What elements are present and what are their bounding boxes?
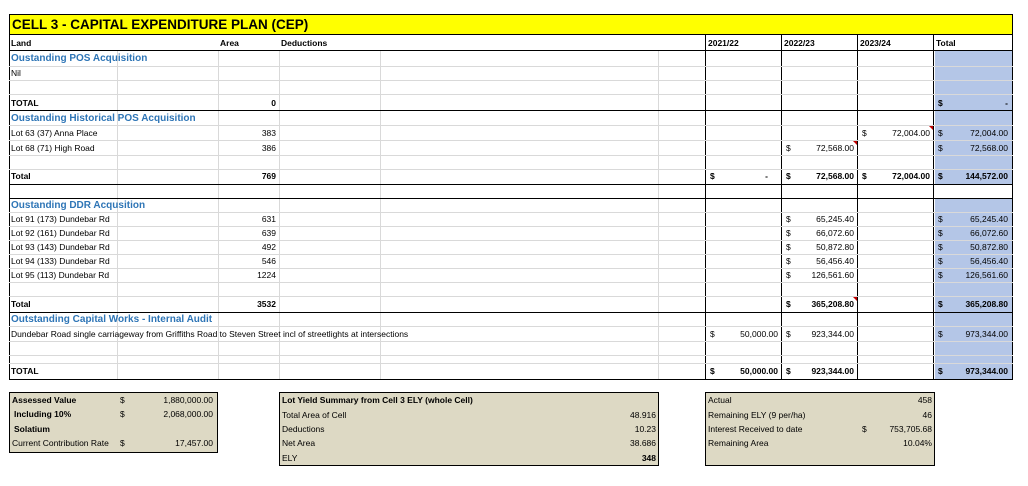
currency-symbol: $ xyxy=(938,214,943,224)
land-cell: Lot 95 (113) Dundebar Rd xyxy=(11,270,110,280)
land-cell: Lot 94 (133) Dundebar Rd xyxy=(11,256,110,266)
area-cell: 631 xyxy=(261,214,276,224)
summary-value: 1,880,000.00 xyxy=(163,395,213,405)
value-cell: 50,872.80 xyxy=(816,242,854,252)
border-line xyxy=(9,50,1013,51)
currency-symbol: $ xyxy=(938,256,943,266)
grid-line xyxy=(9,66,1013,67)
currency-symbol: $ xyxy=(120,395,125,405)
summary-label: Including 10% xyxy=(14,409,72,419)
summary-value: 10.23 xyxy=(634,424,656,434)
border-line xyxy=(1012,35,1013,380)
section-heading: Oustanding POS Acquisition xyxy=(11,53,148,64)
value-cell: 50,000.00 xyxy=(740,329,778,339)
comment-indicator xyxy=(929,126,933,130)
currency-symbol: $ xyxy=(862,128,867,138)
currency-symbol: $ xyxy=(786,143,791,153)
summary-label: Total Area of Cell xyxy=(282,410,347,420)
summary-label: Current Contribution Rate xyxy=(12,438,109,448)
currency-symbol: $ xyxy=(786,256,791,266)
grid-line xyxy=(9,125,1013,126)
border-line xyxy=(933,35,934,380)
currency-symbol: $ xyxy=(938,329,943,339)
currency-symbol: $ xyxy=(786,171,791,181)
value-cell: 365,208.80 xyxy=(965,299,1008,309)
summary-label: Interest Received to date xyxy=(708,424,803,434)
value-cell: 923,344.00 xyxy=(811,366,854,376)
yield-heading: Lot Yield Summary from Cell 3 ELY (whole Cell) xyxy=(282,395,473,405)
border-line xyxy=(9,110,1013,111)
value-cell: 973,344.00 xyxy=(965,366,1008,376)
currency-symbol: $ xyxy=(786,228,791,238)
grid-line xyxy=(9,212,1013,213)
comment-indicator xyxy=(853,141,857,145)
value-cell: 50,872.80 xyxy=(970,242,1008,252)
border-line xyxy=(705,35,706,380)
currency-symbol: $ xyxy=(938,366,943,376)
summary-label: Net Area xyxy=(282,438,316,448)
comment-indicator xyxy=(853,297,857,301)
value-cell: 923,344.00 xyxy=(811,329,854,339)
summary-label: Actual xyxy=(708,395,732,405)
total-value: - xyxy=(1005,98,1008,108)
value-cell: 365,208.80 xyxy=(811,299,854,309)
total-label: Total xyxy=(11,299,31,309)
summary-value: 38.686 xyxy=(630,438,656,448)
border-line xyxy=(857,35,858,380)
border-line xyxy=(9,184,1013,185)
land-cell: Nil xyxy=(11,68,21,78)
currency-symbol: $ xyxy=(120,409,125,419)
currency-symbol: $ xyxy=(786,270,791,280)
sheet-title: CELL 3 - CAPITAL EXPENDITURE PLAN (CEP) xyxy=(12,17,309,32)
grid-line xyxy=(9,268,1013,269)
summary-value: 348 xyxy=(641,453,656,463)
value-cell: 72,004.00 xyxy=(892,128,930,138)
area-cell: 383 xyxy=(261,128,276,138)
section-heading: Oustanding DDR Acqusition xyxy=(11,200,146,211)
summary-label: Remaining Area xyxy=(708,438,769,448)
total-area: 0 xyxy=(271,98,276,108)
header-year-1: 2021/22 xyxy=(708,38,739,48)
area-cell: 492 xyxy=(261,242,276,252)
header-year-2: 2022/23 xyxy=(784,38,815,48)
currency-symbol: $ xyxy=(938,128,943,138)
currency-symbol: $ xyxy=(862,171,867,181)
value-cell: 72,568.00 xyxy=(816,143,854,153)
summary-value: 46 xyxy=(922,410,932,420)
section-heading: Oustanding Historical POS Acquisition xyxy=(11,113,196,124)
grid-line xyxy=(9,226,1013,227)
grid-line xyxy=(9,140,1013,141)
summary-value: 2,068,000.00 xyxy=(163,409,213,419)
summary-value: 753,705.68 xyxy=(889,424,932,434)
grid-line xyxy=(9,363,1013,364)
summary-label: Deductions xyxy=(282,424,325,434)
grid-line xyxy=(9,341,1013,342)
grid-line xyxy=(9,254,1013,255)
value-cell: 72,568.00 xyxy=(970,143,1008,153)
land-cell: Lot 63 (37) Anna Place xyxy=(11,128,98,138)
currency-symbol: $ xyxy=(786,366,791,376)
summary-label: Remaining ELY (9 per/ha) xyxy=(708,410,806,420)
header-total: Total xyxy=(936,38,956,48)
value-cell: 72,568.00 xyxy=(816,171,854,181)
currency-symbol: $ xyxy=(710,171,715,181)
currency-symbol: $ xyxy=(786,214,791,224)
value-cell: 72,004.00 xyxy=(892,171,930,181)
land-cell: Lot 91 (173) Dundebar Rd xyxy=(11,214,110,224)
header-land: Land xyxy=(11,38,32,48)
currency-symbol: $ xyxy=(938,270,943,280)
total-area: 769 xyxy=(261,171,276,181)
summary-label: ELY xyxy=(282,453,298,463)
works-description: Dundebar Road single carriageway from Griffiths Road to Steven Street incl of streetlights at intersections xyxy=(11,329,409,339)
area-cell: 386 xyxy=(261,143,276,153)
grid-line xyxy=(9,240,1013,241)
border-line xyxy=(9,379,1013,380)
currency-symbol: $ xyxy=(938,98,943,108)
grid-line xyxy=(9,355,1013,356)
currency-symbol: $ xyxy=(938,228,943,238)
area-cell: 639 xyxy=(261,228,276,238)
summary-label: Assessed Value xyxy=(12,395,77,405)
header-year-3: 2023/24 xyxy=(860,38,891,48)
currency-symbol: $ xyxy=(786,242,791,252)
area-cell: 546 xyxy=(261,256,276,266)
currency-symbol: $ xyxy=(120,438,125,448)
value-cell: 65,245.40 xyxy=(970,214,1008,224)
summary-value: 10.04% xyxy=(903,438,932,448)
border-line xyxy=(781,35,782,380)
currency-symbol: $ xyxy=(938,143,943,153)
land-cell: Lot 68 (71) High Road xyxy=(11,143,95,153)
grid-line xyxy=(9,155,1013,156)
currency-symbol: $ xyxy=(786,329,791,339)
land-cell: Lot 93 (143) Dundebar Rd xyxy=(11,242,110,252)
header-area: Area xyxy=(220,38,239,48)
title-bar xyxy=(9,14,1013,35)
value-cell: 66,072.60 xyxy=(816,228,854,238)
value-cell: 126,561.60 xyxy=(965,270,1008,280)
currency-symbol: $ xyxy=(710,366,715,376)
total-label: TOTAL xyxy=(11,366,39,376)
grid-line xyxy=(9,94,1013,95)
currency-symbol: $ xyxy=(938,299,943,309)
section-heading: Outstanding Capital Works - Internal Audit xyxy=(11,314,213,325)
border-line xyxy=(9,198,1013,199)
value-cell: 66,072.60 xyxy=(970,228,1008,238)
currency-symbol: $ xyxy=(862,424,867,434)
summary-value: 458 xyxy=(917,395,932,405)
currency-symbol: $ xyxy=(938,242,943,252)
grid-line xyxy=(9,80,1013,81)
header-deductions: Deductions xyxy=(281,38,328,48)
value-cell: 50,000.00 xyxy=(740,366,778,376)
value-cell: 144,572.00 xyxy=(965,171,1008,181)
value-cell: - xyxy=(765,171,768,181)
value-cell: 973,344.00 xyxy=(965,329,1008,339)
currency-symbol: $ xyxy=(710,329,715,339)
area-cell: 1224 xyxy=(257,270,276,280)
land-cell: Lot 92 (161) Dundebar Rd xyxy=(11,228,110,238)
currency-symbol: $ xyxy=(938,171,943,181)
value-cell: 56,456.40 xyxy=(970,256,1008,266)
total-label: Total xyxy=(11,171,31,181)
grid-line xyxy=(9,296,1013,297)
value-cell: 72,004.00 xyxy=(970,128,1008,138)
value-cell: 65,245.40 xyxy=(816,214,854,224)
currency-symbol: $ xyxy=(786,299,791,309)
grid-line xyxy=(9,282,1013,283)
total-label: TOTAL xyxy=(11,98,39,108)
border-line xyxy=(9,35,10,380)
total-area: 3532 xyxy=(257,299,276,309)
grid-line xyxy=(9,326,1013,327)
grid-line xyxy=(658,50,659,379)
summary-value: 48.916 xyxy=(630,410,656,420)
value-cell: 126,561.60 xyxy=(811,270,854,280)
summary-label: Solatium xyxy=(14,424,50,434)
summary-value: 17,457.00 xyxy=(175,438,213,448)
value-cell: 56,456.40 xyxy=(816,256,854,266)
